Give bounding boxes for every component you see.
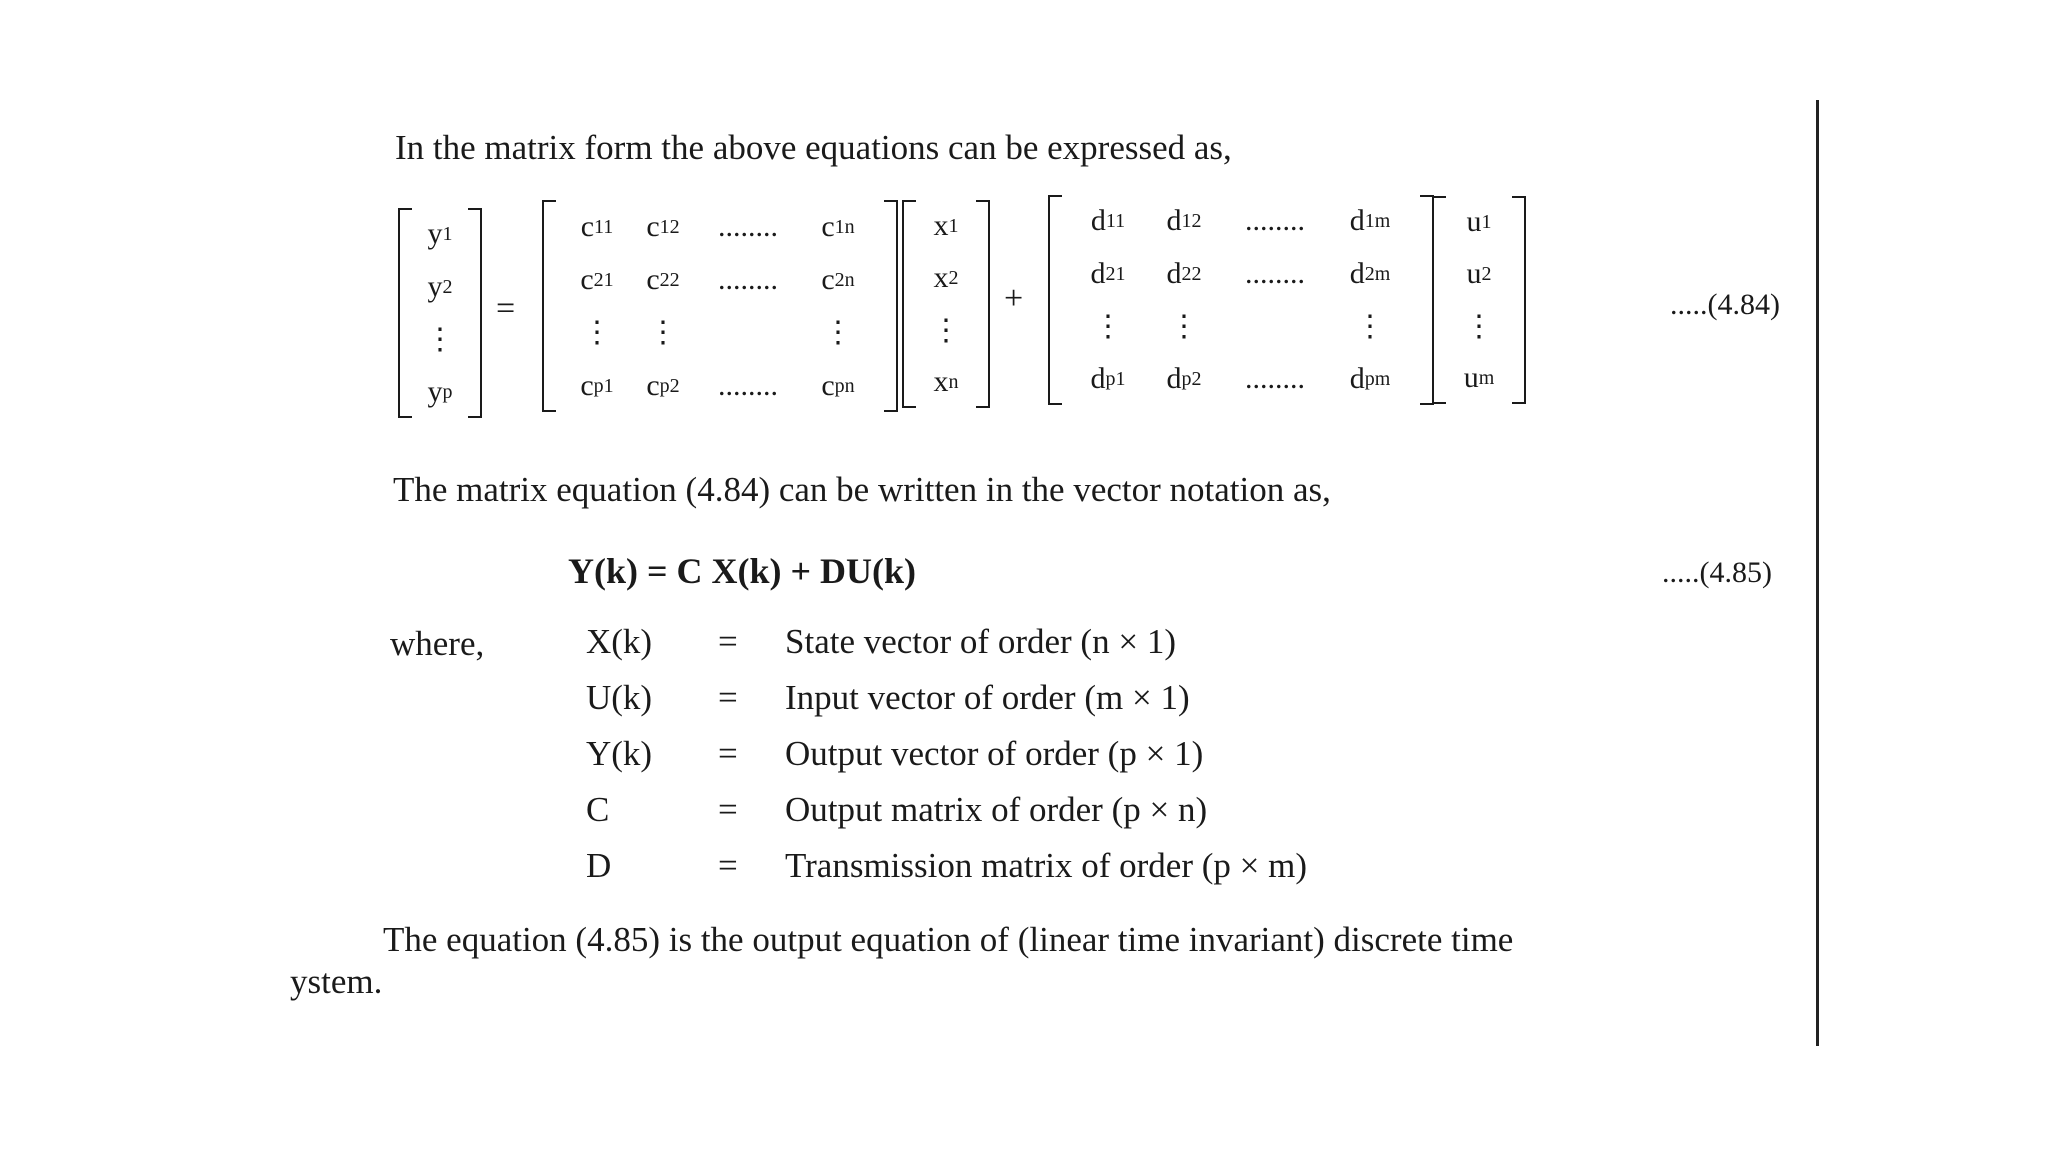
left-bracket <box>398 208 412 418</box>
c-matrix-entry-base: c <box>580 209 595 243</box>
u-vector-entry: u m <box>1463 361 1495 394</box>
definition-equals: = <box>718 734 738 773</box>
y-vector-entry-base: ⋮ <box>425 322 455 356</box>
right-bracket <box>884 200 898 412</box>
c-matrix-entry: c 11 <box>580 209 614 243</box>
d-matrix-entry-base: d <box>1090 361 1106 395</box>
d-matrix-entry-base: ⋮ <box>1169 309 1199 343</box>
d-matrix-entry-base: d <box>1349 204 1365 238</box>
x-vector-entry: x 2 <box>933 261 959 294</box>
left-bracket <box>1048 195 1062 405</box>
c-matrix-entry <box>696 263 800 297</box>
c-matrix-entry: c 2n <box>821 262 855 296</box>
equation-number-484: .....(4.84) <box>1670 288 1780 321</box>
d-matrix-entry: d p2 <box>1166 361 1202 395</box>
d-matrix-entry-base: ⋮ <box>1093 309 1123 343</box>
d-matrix-entry-base: ⋮ <box>1355 309 1385 343</box>
plus-sign: + <box>1004 280 1024 317</box>
c-matrix-entry-base: c <box>821 368 835 402</box>
definition-description: Output matrix of order (p × n) <box>785 790 1208 829</box>
c-matrix-entry-base: c <box>821 262 835 296</box>
d-matrix-entry: d 21 <box>1090 256 1126 290</box>
c-matrix-entry: c 12 <box>646 209 680 243</box>
d-matrix-body <box>1062 195 1420 405</box>
c-matrix-entry <box>564 315 630 350</box>
definition-equals: = <box>718 790 738 829</box>
y-vector-entry: y 2 <box>427 269 453 303</box>
d-matrix-entry-base: d <box>1349 361 1365 395</box>
d-matrix-entry-base: ........ <box>1245 361 1305 395</box>
closing-text-line-1: The equation (4.85) is the output equation of (linear time invariant) discrete time <box>383 920 1514 959</box>
u-vector <box>1432 196 1526 404</box>
c-matrix <box>542 200 898 412</box>
c-matrix-entry-base: ⋮ <box>648 316 678 349</box>
x-vector-entry <box>924 313 968 348</box>
c-matrix-entry-base: c <box>821 209 835 243</box>
c-matrix-entry: c pn <box>821 368 855 402</box>
definition-equals: = <box>718 846 738 885</box>
equation-number-485: .....(4.85) <box>1662 556 1772 589</box>
definition-symbol: C <box>586 790 610 829</box>
c-matrix-entry <box>800 315 876 350</box>
right-bracket <box>976 200 990 408</box>
intro-text: In the matrix form the above equations can be expressed as, <box>395 128 1232 167</box>
y-vector-entry: y 1 <box>427 217 453 251</box>
c-matrix-entry-base: ⋮ <box>823 316 853 349</box>
d-matrix-entry: d 2m <box>1349 256 1391 290</box>
closing-text-line-2: ystem. <box>290 962 383 1001</box>
y-vector-entry-base: y <box>427 217 443 251</box>
x-vector-entry-base: x <box>933 209 949 242</box>
c-matrix-body <box>556 200 884 412</box>
definition-description: Output vector of order (p × 1) <box>785 734 1204 773</box>
equals-sign: = <box>496 290 516 327</box>
c-matrix-entry: c p1 <box>580 368 614 402</box>
d-matrix-entry <box>1222 204 1328 238</box>
d-matrix-entry <box>1222 362 1328 396</box>
d-matrix-entry: d 11 <box>1090 204 1126 238</box>
c-matrix-entry-base: c <box>646 209 660 243</box>
c-matrix-entry-base: ........ <box>718 209 778 243</box>
y-vector-entry <box>420 322 460 357</box>
definition-description: State vector of order (n × 1) <box>785 622 1176 661</box>
c-matrix-entry <box>630 315 696 350</box>
d-matrix-entry <box>1070 309 1146 344</box>
c-matrix-entry-base: ........ <box>718 368 778 402</box>
x-vector-entry-base: ⋮ <box>931 313 961 347</box>
c-matrix-entry: c 1n <box>821 209 855 243</box>
definition-symbol: Y(k) <box>586 734 653 773</box>
vector-equation: Y(k) = C X(k) + DU(k) <box>568 551 917 591</box>
u-vector-entry-base: ⋮ <box>1464 309 1494 343</box>
definition-symbol: U(k) <box>586 678 653 717</box>
u-vector-entry <box>1454 309 1504 344</box>
d-matrix-entry: d 22 <box>1166 256 1202 290</box>
definition-equals: = <box>718 678 738 717</box>
d-matrix-entry: d p1 <box>1090 361 1126 395</box>
d-matrix-entry: d pm <box>1349 361 1391 395</box>
where-label: where, <box>390 624 485 663</box>
d-matrix-entry: d 1m <box>1349 204 1391 238</box>
c-matrix-entry-base: c <box>646 368 660 402</box>
definition-equals: = <box>718 622 738 661</box>
d-matrix-entry-base: d <box>1166 361 1182 395</box>
d-matrix-entry: d 12 <box>1166 204 1202 238</box>
c-matrix-entry <box>696 210 800 244</box>
left-bracket <box>542 200 556 412</box>
d-matrix-entry <box>1222 257 1328 291</box>
definition-description: Input vector of order (m × 1) <box>785 678 1190 717</box>
c-matrix-entry-base: c <box>580 368 594 402</box>
u-vector-entry-base: u <box>1466 257 1482 290</box>
d-matrix-entry-base: d <box>1349 256 1365 290</box>
d-matrix-entry-base: d <box>1166 204 1182 238</box>
u-vector-entry-base: u <box>1466 205 1482 238</box>
c-matrix-entry-base: c <box>646 262 660 296</box>
x-vector-entry: x 1 <box>933 209 959 242</box>
d-matrix-entry-base: d <box>1090 204 1106 238</box>
page-edge-line <box>1816 100 1819 1046</box>
left-bracket <box>1432 196 1446 404</box>
d-matrix-entry-base: d <box>1166 256 1182 290</box>
x-vector-body <box>916 200 976 408</box>
left-bracket <box>902 200 916 408</box>
u-vector-entry: u 2 <box>1466 257 1492 290</box>
c-matrix-entry: c 21 <box>580 262 614 296</box>
x-vector-entry-base: x <box>933 261 949 294</box>
d-matrix-entry-base: d <box>1090 256 1106 290</box>
d-matrix-entry-base: ........ <box>1245 256 1305 290</box>
d-matrix-entry <box>1146 309 1222 344</box>
c-matrix-entry-base: c <box>580 262 594 296</box>
d-matrix-entry <box>1328 309 1412 344</box>
x-vector-entry-base: x <box>933 365 949 398</box>
x-vector <box>902 200 990 408</box>
definition-description: Transmission matrix of order (p × m) <box>785 846 1308 885</box>
c-matrix-entry-base: ⋮ <box>582 316 612 349</box>
definition-symbol: D <box>586 846 612 885</box>
right-bracket <box>468 208 482 418</box>
y-vector-entry-base: y <box>427 374 443 408</box>
c-matrix-entry: c 22 <box>646 262 680 296</box>
y-vector-entry-base: y <box>427 269 443 303</box>
u-vector-body <box>1446 196 1512 404</box>
c-matrix-entry: c p2 <box>646 368 680 402</box>
c-matrix-entry-base: ........ <box>718 262 778 296</box>
d-matrix <box>1048 195 1434 405</box>
c-matrix-entry <box>696 369 800 403</box>
right-bracket <box>1512 196 1526 404</box>
definition-symbol: X(k) <box>586 622 653 661</box>
vector-notation-text: The matrix equation (4.84) can be written in the vector notation as, <box>393 470 1331 509</box>
u-vector-entry: u 1 <box>1466 205 1492 238</box>
y-vector <box>398 208 482 418</box>
y-vector-body <box>412 208 468 418</box>
d-matrix-entry-base: ........ <box>1245 204 1305 238</box>
y-vector-entry: y p <box>427 374 453 408</box>
x-vector-entry: x n <box>933 365 959 398</box>
u-vector-entry-base: u <box>1463 361 1479 394</box>
